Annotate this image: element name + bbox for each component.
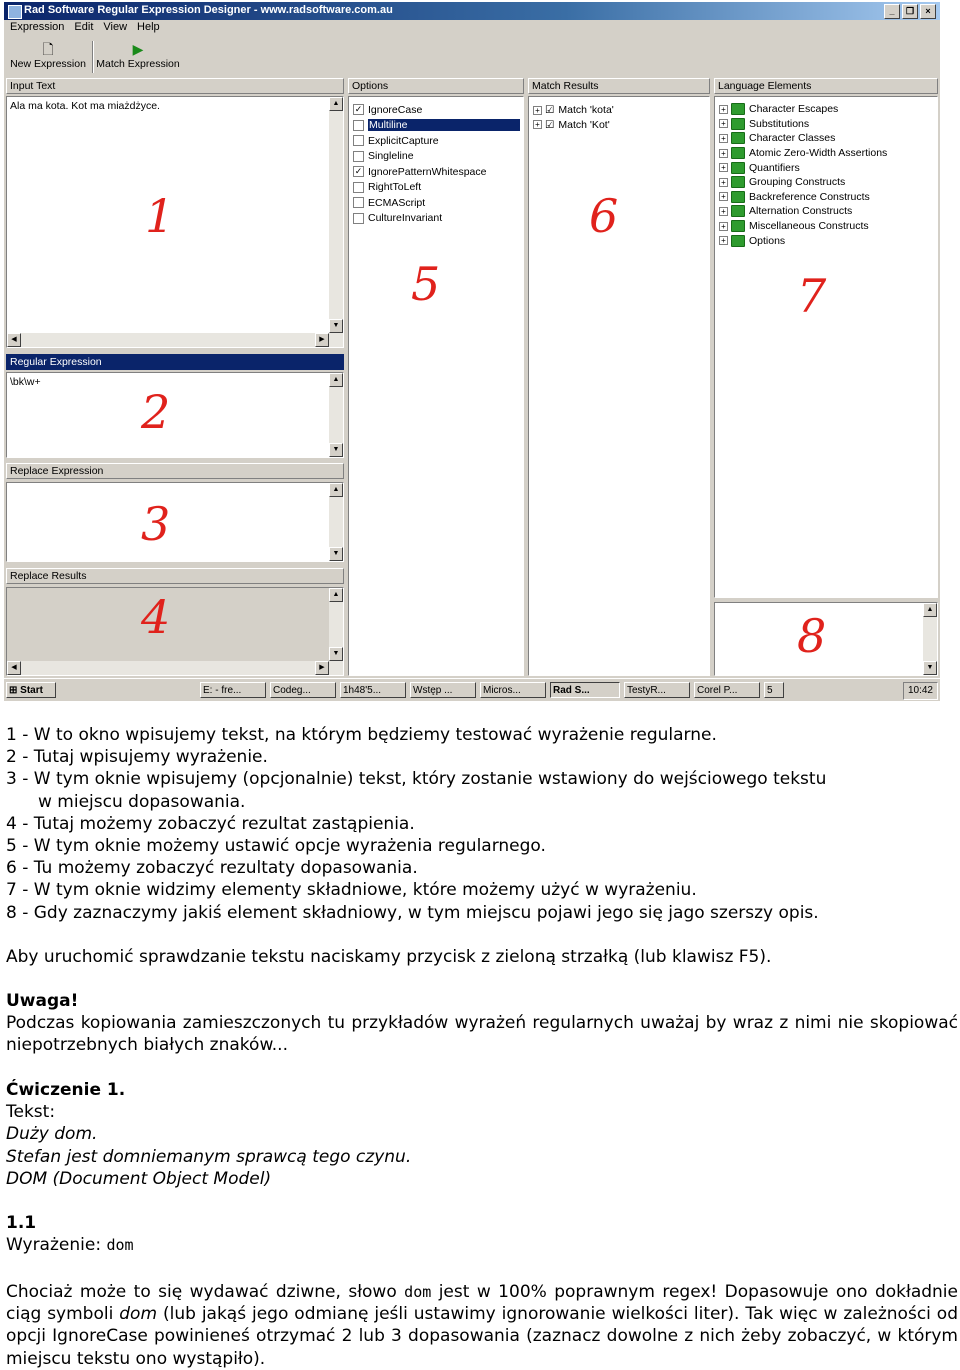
new-expression-label: New Expression [10,58,86,70]
regular-expression-value: \bk\w+ [10,376,41,388]
exercise-section [6,1079,958,1190]
checkbox-icon[interactable] [353,197,364,208]
scroll-up-arrow-icon[interactable]: ▲ [329,373,343,387]
option-righttoleft[interactable]: RightToLeft [351,180,520,196]
expand-icon[interactable]: + [719,105,728,114]
language-item-atomic-assertions[interactable]: + Atomic Zero-Width Assertions [719,146,887,161]
system-tray-clock: 10:42 [903,682,938,700]
taskbar-item[interactable]: 1h48'5... [340,682,406,698]
marker-5: 5 [411,257,441,311]
results-horizontal-scrollbar[interactable] [7,661,329,675]
taskbar-item[interactable]: Micros... [480,682,546,698]
book-icon [731,147,745,159]
match-item[interactable]: + ☑ Match 'Kot' [533,118,614,133]
legend-item: 2 - Tutaj wpisujemy wyrażenie. [6,747,268,768]
exercise-title: Ćwiczenie 1. [6,1080,126,1100]
legend-item: 4 - Tutaj możemy zobaczyć rezultat zastąpienia. [6,813,415,834]
results-vertical-scrollbar[interactable] [329,588,343,675]
inline-code: dom [404,1283,432,1301]
legend-item: 6 - Tu możemy zobaczyć rezultaty dopasowania. [6,858,418,879]
language-item-character-escapes[interactable]: + Character Escapes [719,102,887,117]
minimize-button[interactable]: _ [884,4,900,19]
expression-label: Wyrażenie: [6,1235,102,1256]
menu-view[interactable]: View [103,21,128,33]
taskbar-item[interactable]: E: - fre... [200,682,266,698]
language-item-backreference-constructs[interactable]: + Backreference Constructs [719,190,887,205]
scroll-up-arrow-icon[interactable]: ▲ [329,588,343,602]
expand-icon[interactable]: + [719,222,728,231]
expand-icon[interactable]: + [533,106,542,115]
legend-list [6,724,958,924]
language-item-options[interactable]: + Options [719,233,887,248]
legend-item: 5 - W tym oknie możemy ustawić opcje wyrażenia regularnego. [6,836,546,857]
scroll-right-arrow-icon[interactable]: ▶ [315,333,329,347]
sample-line: Stefan jest domniemanym sprawcą tego czynu. [6,1146,412,1167]
expand-icon[interactable]: + [719,134,728,143]
scroll-up-arrow-icon[interactable]: ▲ [329,97,343,111]
legend-item-continuation: w miejscu dopasowania. [38,791,246,812]
taskbar-item[interactable]: Wstęp ... [410,682,476,698]
language-item-quantifiers[interactable]: + Quantifiers [719,160,887,175]
expand-icon[interactable]: + [719,207,728,216]
marker-7: 7 [797,269,827,323]
new-document-icon: 🗋 [42,41,54,57]
input-text-value: Ala ma kota. Kot ma miażdżyce. [10,100,160,112]
checkbox-icon[interactable] [353,120,364,131]
option-singleline[interactable]: Singleline [351,149,520,165]
taskbar-item-active[interactable]: Rad S... [550,682,620,698]
option-explicitcapture[interactable]: ExplicitCapture [351,133,520,149]
inline-emphasis: dom [119,1304,158,1325]
legend-item: 1 - W to okno wpisujemy tekst, na którym będziemy testować wyrażenie regularne. [6,725,717,745]
marker-1: 1 [145,189,175,243]
expand-icon[interactable]: + [719,178,728,187]
replace-expression-box[interactable] [6,482,344,562]
checkbox-icon[interactable] [353,182,364,193]
checkbox-icon[interactable] [353,151,364,162]
option-ignorepatternwhitespace[interactable]: ✓ IgnorePatternWhitespace [354,165,487,178]
taskbar-item[interactable]: Corel P... [694,682,760,698]
book-icon [731,162,745,174]
input-text-header: Input Text [6,78,344,94]
legend-item: 8 - Gdy zaznaczymy jakiś element składniowy, w tym miejscu pojawi jego się jago szerszy opis. [6,902,819,923]
marker-3: 3 [141,497,171,551]
marker-2: 2 [141,385,171,439]
scroll-down-arrow-icon[interactable]: ▼ [329,547,343,561]
language-item-character-classes[interactable]: + Character Classes [719,131,887,146]
book-icon [731,235,745,247]
description-vertical-scrollbar[interactable] [923,603,937,675]
book-icon [731,132,745,144]
option-cultureinvariant[interactable]: CultureInvariant [351,211,520,227]
marker-8: 8 [797,609,827,663]
marker-4: 4 [141,590,171,644]
toolbar [4,39,940,75]
language-elements-tree [714,96,938,598]
sample-line: Duży dom. [6,1124,98,1145]
scroll-left-arrow-icon[interactable]: ◀ [7,661,21,675]
scroll-down-arrow-icon[interactable]: ▼ [329,647,343,661]
menu-help[interactable]: Help [137,21,160,33]
menu-bar [4,21,160,37]
match-expression-label: Match Expression [96,58,180,70]
book-icon [731,176,745,188]
warning-section [6,990,958,1057]
scroll-up-arrow-icon[interactable]: ▲ [329,483,343,497]
scroll-down-arrow-icon[interactable]: ▼ [923,661,937,675]
expand-icon[interactable]: + [533,120,542,129]
scroll-left-arrow-icon[interactable]: ◀ [7,333,21,347]
book-icon [731,118,745,130]
match-expression-button[interactable] [96,39,180,73]
book-icon [731,191,745,203]
description-box [714,602,938,676]
match-item[interactable]: + ☑ Match 'kota' [533,103,614,118]
scroll-down-arrow-icon[interactable]: ▼ [329,443,343,457]
start-button[interactable]: ⊞ Start [6,682,56,698]
subexercise-title: 1.1 [6,1213,37,1233]
language-item-alternation-constructs[interactable]: + Alternation Constructs [719,204,887,219]
options-header: Options [348,78,524,94]
checkbox-icon[interactable] [353,135,364,146]
expand-icon[interactable]: + [719,236,728,245]
windows-logo-icon: ⊞ [9,685,21,696]
match-icon: ☑ [545,118,555,131]
expand-icon[interactable]: + [719,149,728,158]
taskbar [4,678,940,701]
taskbar-item[interactable]: Codeg... [270,682,336,698]
explanation-text: jest w 100% poprawnym regex! Dopasowuje ono dokładnie ciąg symboli [6,1282,958,1325]
language-item-substitutions[interactable]: + Substitutions [719,117,887,132]
menu-edit[interactable]: Edit [74,21,94,33]
regular-expression-header: Regular Expression [6,354,344,370]
regex-designer-window [4,2,940,701]
language-elements-header: Language Elements [714,78,938,94]
checkbox-icon[interactable]: ✓ [354,104,363,115]
explanation-text: Chociaż może to się wydawać dziwne, słowo [6,1282,397,1302]
green-arrow-icon: ▶ [132,41,144,57]
window-title: Rad Software Regular Expression Designer - www.radsoftware.com.au [24,4,393,16]
input-horizontal-scrollbar[interactable] [7,333,329,347]
warning-title: Uwaga! [6,991,79,1011]
taskbar-item[interactable]: TestyR... [624,682,690,698]
book-icon [731,220,745,232]
explanation-paragraph [6,1281,958,1370]
subexercise-section [6,1212,958,1256]
legend-item: 3 - W tym oknie wpisujemy (opcjonalnie) tekst, który zostanie wstawiony do wejściowego tekstu [6,769,827,790]
regular-expression-box[interactable] [6,372,344,458]
expand-icon[interactable]: + [719,192,728,201]
expand-icon[interactable]: + [719,119,728,128]
replace-expression-header: Replace Expression [6,463,344,479]
scroll-down-arrow-icon[interactable]: ▼ [329,319,343,333]
language-item-miscellaneous-constructs[interactable]: + Miscellaneous Constructs [719,219,887,234]
expression-value: dom [106,1236,134,1255]
text-label: Tekst: [6,1102,56,1123]
match-icon: ☑ [545,104,555,117]
marker-6: 6 [589,189,619,243]
option-ignorecase[interactable]: ✓ IgnoreCase [354,103,423,116]
close-button[interactable]: × [920,4,936,19]
option-multiline[interactable]: Multiline [351,118,520,134]
replace-results-header: Replace Results [6,568,344,584]
option-ecmascript[interactable]: ECMAScript [351,195,520,211]
explanation-text: (lub jakąś jego odmianę jeśli ustawimy ignorowanie wielkości liter). Tak więc w zależności od opcji IgnoreCase powinieneś otrzymać 2 lub 3 dopasowania (zaznacz dowolne z nich żeby zobaczyć, w którym miejscu tekstu ono wystąpiło). [6,1304,959,1369]
book-icon [731,205,745,217]
input-vertical-scrollbar[interactable] [329,97,343,347]
scroll-right-arrow-icon[interactable]: ▶ [315,661,329,675]
title-bar [4,2,940,20]
sample-line: DOM (Document Object Model) [6,1168,272,1189]
expression-line [6,1234,958,1256]
options-list [348,96,524,676]
taskbar-item[interactable]: 5 [764,682,784,698]
menu-expression[interactable]: Expression [10,21,65,33]
new-expression-button[interactable] [8,39,88,73]
match-results-header: Match Results [528,78,710,94]
replace-results-box [6,587,344,676]
book-icon [731,103,745,115]
checkbox-icon[interactable] [353,213,364,224]
expand-icon[interactable]: + [719,163,728,172]
app-icon [8,5,22,19]
warning-text: Podczas kopiowania zamieszczonych tu przykładów wyrażeń regularnych uważaj by wraz z nimi nie skopiować niepotrzebnych białych znaków... [6,1013,958,1056]
toolbar-separator [92,41,94,73]
maximize-button[interactable]: ❐ [902,4,918,19]
regex-vertical-scrollbar[interactable] [329,373,343,457]
legend-item: 7 - W tym oknie widzimy elementy składniowe, które możemy użyć w wyrażeniu. [6,880,697,901]
input-text-box[interactable] [6,96,344,348]
checkbox-icon[interactable]: ✓ [354,166,363,177]
scroll-up-arrow-icon[interactable]: ▲ [923,603,937,617]
match-results-tree [528,96,710,676]
language-item-grouping-constructs[interactable]: + Grouping Constructs [719,175,887,190]
run-note: Aby uruchomić sprawdzanie tekstu naciskamy przycisk z zieloną strzałką (lub klawisz F5). [6,947,772,967]
replace-vertical-scrollbar[interactable] [329,483,343,561]
